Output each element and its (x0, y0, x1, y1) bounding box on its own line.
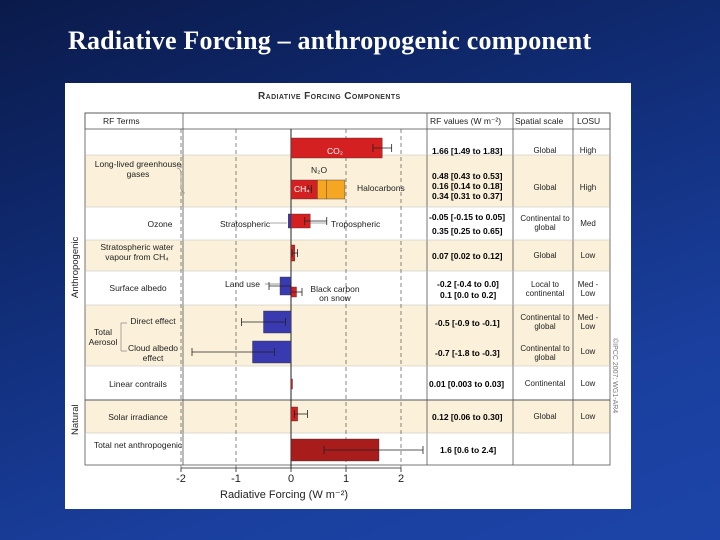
x-tick-label: 2 (397, 473, 405, 485)
losu-contrails: Low (580, 379, 596, 388)
annotation-n2o: N₂O (311, 165, 328, 175)
rf-value-contrails: 0.01 [0.003 to 0.03] (429, 379, 505, 389)
rf-value-cloud-albedo: -0.7 [-1.8 to -0.3] (435, 348, 500, 358)
row-label-total-net: Total net anthropogenic (93, 440, 183, 450)
rf-value-solar: 0.12 [0.06 to 0.30] (432, 412, 503, 422)
x-tick-label: -1 (231, 473, 241, 485)
spatial-scale-ghg: Global (533, 146, 557, 155)
rf-value-halocarbons: 0.34 [0.31 to 0.37] (432, 191, 503, 201)
losu-surface-albedo: Med - Low (577, 280, 599, 298)
losu-ghg-2: High (579, 183, 597, 192)
spatial-scale-ozone: Continental to global (520, 214, 570, 232)
x-tick-label: -2 (176, 473, 186, 485)
spatial-scale-ghg-2: Global (533, 183, 557, 192)
row-label-direct-effect: Direct effect (130, 316, 176, 326)
radiative-forcing-figure (65, 83, 631, 509)
group-label-natural: Natural (70, 404, 81, 435)
row-label-solar-irradiance: Solar irradiance (108, 412, 168, 422)
rf-value-co2: 1.66 [1.49 to 1.83] (432, 146, 503, 156)
spatial-scale-strat-water: Global (533, 251, 557, 260)
column-header-rf-values: RF values (W m⁻²) (430, 116, 502, 126)
bar-linear-contrails (291, 379, 293, 389)
annotation-ch4: CH₄ (294, 184, 310, 194)
row-label-linear-contrails: Linear contrails (109, 379, 167, 389)
rf-value-strat-ozone: -0.05 [-0.15 to 0.05] (429, 212, 506, 222)
spatial-scale-contrails: Continental (524, 379, 566, 388)
rf-value-black-carbon: 0.1 [0.0 to 0.2] (440, 290, 497, 300)
bar-n-o (317, 180, 326, 199)
rf-value-direct-effect: -0.5 [-0.9 to -0.1] (435, 318, 500, 328)
chart-title: Radiative Forcing Components (258, 91, 401, 102)
row-label-surface-albedo: Surface albedo (109, 283, 167, 293)
spatial-scale-direct-effect: Continental to global (520, 313, 570, 331)
x-tick-label: 0 (287, 473, 295, 485)
rf-value-ch4: 0.48 [0.43 to 0.53] (432, 171, 503, 181)
annotation-halocarbons: Halocarbons (357, 183, 405, 193)
losu-solar: Low (580, 412, 596, 421)
x-axis-label: Radiative Forcing (W m⁻²) (220, 489, 349, 501)
rf-value-n2o: 0.16 [0.14 to 0.18] (432, 181, 503, 191)
spatial-scale-cloud-albedo: Continental to global (520, 344, 570, 362)
rf-value-strat-water: 0.07 [0.02 to 0.12] (432, 251, 503, 261)
rf-value-total-net: 1.6 [0.6 to 2.4] (440, 445, 497, 455)
ipcc-credit: ©IPCC 2007: WG1-AR4 (611, 338, 618, 414)
column-header-rf-terms: RF Terms (103, 116, 140, 126)
annotation-stratospheric: Stratospheric (220, 219, 271, 229)
rf-value-land-use: -0.2 [-0.4 to 0.0] (437, 279, 499, 289)
spatial-scale-solar: Global (533, 412, 557, 421)
spatial-scale-surface-albedo: Local to continental (525, 280, 565, 298)
bar-halocarbons (326, 180, 345, 199)
row-label-long-lived-ghg: Long-lived greenhouse gases (94, 159, 182, 179)
annotation-tropospheric: Tropospheric (331, 219, 381, 229)
annotation-black-carbon: Black carbon on snow (310, 284, 360, 303)
losu-direct-effect: Med - Low (577, 313, 599, 331)
bar-stratospheric (288, 214, 291, 228)
x-tick-label: 1 (342, 473, 350, 485)
losu-ghg: High (579, 146, 597, 155)
annotation-land-use: Land use (225, 279, 260, 289)
annotation-co2: CO₂ (327, 146, 344, 156)
column-header-losu: LOSU (577, 116, 601, 126)
group-label-anthropogenic: Anthropogenic (70, 236, 81, 298)
row-label-total-aerosol: Total Aerosol (88, 327, 118, 347)
losu-ozone: Med (580, 219, 596, 228)
losu-cloud-albedo: Low (580, 347, 596, 356)
rf-value-trop-ozone: 0.35 [0.25 to 0.65] (432, 226, 503, 236)
row-label-cloud-albedo: Cloud albedo effect (127, 343, 179, 363)
row-label-strat-water-vapour: Stratospheric water vapour from CH₄ (100, 242, 174, 262)
row-label-ozone: Ozone (147, 219, 173, 229)
losu-strat-water: Low (580, 251, 596, 260)
slide-title: Radiative Forcing – anthropogenic component (68, 26, 592, 55)
column-header-spatial-scale: Spatial scale (515, 116, 564, 126)
